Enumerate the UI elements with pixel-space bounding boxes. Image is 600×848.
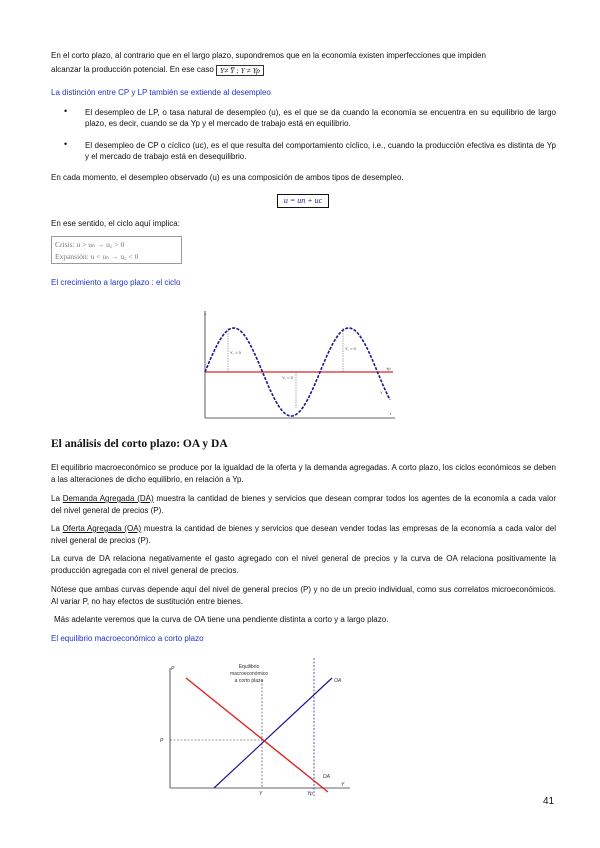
cycle-pos-label-2: Y꜀ > 0 [345,346,356,351]
equilibrium-chart [150,658,370,798]
eq-annotation-3: a corto plazo [234,678,264,684]
bullet-cp-text: El desempleo de CP o cíclico (uc), es el que resulta del comportamiento cíclico, i.e., cuando la producción efectiva es distinta de Yp y el mercado de trabajo está en desequilibrio. [85,141,556,161]
cycle-lower-label: Y [380,390,383,395]
paragraph-3 [51,523,556,547]
paragraph-4: La curva de DA relaciona negativamente el gasto agregado con el nivel general de precios y la curva de OA relaciona positivamente la producción agregada con el nivel general de precios. [51,554,556,575]
paragraph-5: Nótese que ambas curvas depende aquí del nivel de general precios (P) y no de un precio individual, como sus correlatos microeconómicos. Al variar P, no hay efectos de sustitución entre bienes. [51,585,556,606]
yp-label: Yp [307,791,313,797]
bullet-lp-text: El desempleo de LP, o tasa natural de desempleo (u), es el que se da cuando la economía se encuentra en su equilibrio de largo plazo, es decir, cuando se da Yp y el mercado de trabajo está en equilibrio. [85,108,556,128]
bullet-dot: • [64,139,68,149]
cycle-text: En ese sentido, el ciclo aquí implica: [51,219,180,228]
composition-formula-box: u = un + uc [277,194,329,208]
demand-term: Demanda Agregada (DA) [62,494,154,503]
cycle-x-label: t [390,411,392,416]
distinction-heading: La distinción entre CP y LP también se extiende al desempleo [51,88,271,97]
cycle-chart [200,306,400,426]
expansion-condition: Expansión: u < uₙ → u꜀ < 0 [55,252,139,261]
intro-formula-box: Y≠ Y̅ ; Y ≠ Yp [216,65,264,76]
paragraph-6: Más adelante veremos que la curva de OA tiene una pendiente distinta a corto y a largo plazo. [54,615,389,624]
da-label: DA [323,774,330,780]
p-level-label: P [160,738,164,744]
paragraph-1: El equilibrio macroeconómico se produce por la igualdad de la oferta y la demanda agregadas. A corto plazo, los ciclos económicos se deben a las alteraciones de dicho equilibrio, en relación a Yp. [51,463,556,484]
cycle-neg-label: Y꜀ < 0 [282,375,293,380]
cycle-y-label: Y [204,312,207,317]
intro-line-2 [51,64,264,76]
intro-line-1: En el corto plazo, al contrario que en el largo plazo, supondremos que en la economía existen imperfecciones que impiden [51,51,486,60]
cycle-pos-label-1: Y꜀ > 0 [230,350,241,355]
eq-p-axis-label: P [171,666,175,672]
page-number: 41 [543,796,555,807]
p3-post: muestra la cantidad de bienes y servicios que desean vender todas las empresas de la economía a cada valor del nivel general de precios (P). [51,524,556,545]
p3-pre: La [51,524,63,533]
cycle-condition-box [51,236,182,264]
trend-label: Yp [386,366,391,371]
y-eq-label: Y [259,791,263,797]
intro-line-2-text: alcanzar la producción potencial. En ese caso [51,65,214,74]
composition-text: En cada momento, el desempleo observado (u) es una composición de ambos tipos de desempleo. [51,173,404,182]
equilibrium-heading: El equilibrio macroeconómico a corto plazo [51,634,204,643]
oa-label: OA [334,678,342,684]
growth-heading: El crecimiento a largo plazo : el ciclo [51,278,181,287]
da-curve [186,678,328,792]
crisis-condition: Crisis: u > uₙ → u꜀ > 0 [55,240,125,249]
section-title: El análisis del corto plazo: OA y DA [51,438,228,450]
eq-annotation-1: Equilibrio [238,664,260,670]
bullet-dot: • [64,106,68,116]
p2-pre: La [51,494,63,503]
eq-y-axis-label: Y [341,782,345,788]
paragraph-2 [51,493,556,517]
supply-term: Oferta Agregada (OA) [62,524,142,533]
eq-annotation-2: macroeconómico [229,671,269,677]
p2-post: muestra la cantidad de bienes y servicios que desean comprar todos los agentes de la economía a cada valor del nivel general de precios (P). [51,494,557,515]
